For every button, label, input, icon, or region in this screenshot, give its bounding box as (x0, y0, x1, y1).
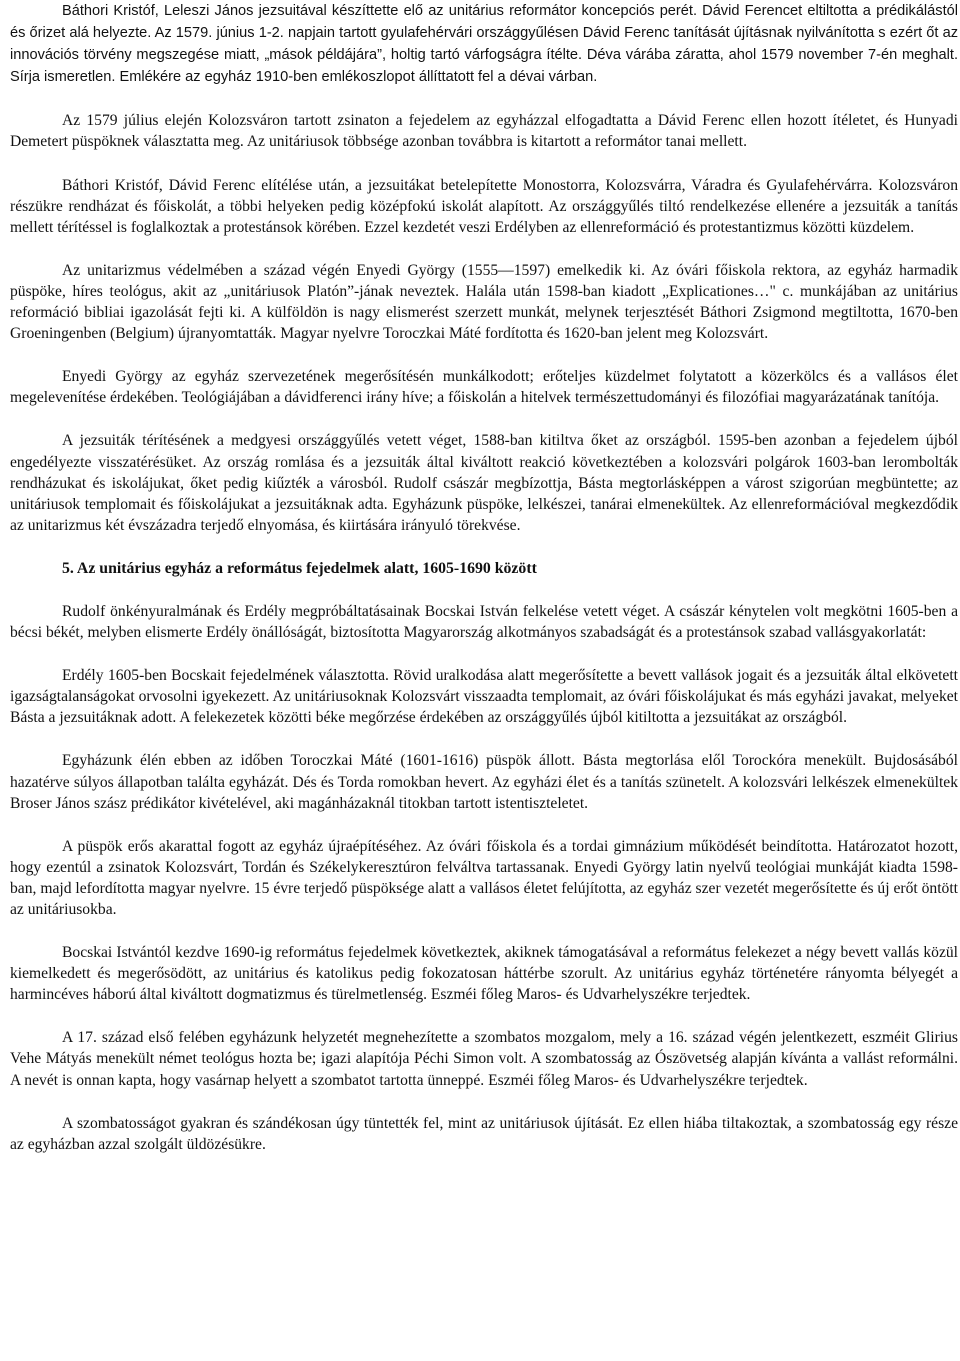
paragraph: Báthori Kristóf, Dávid Ferenc elítélése után, a jezsuitákat betelepítette Monostorra, Kolozsvárra, Váradra és Gyulafehérvárra. Kolozsváron részükre rendházat és főiskolát, a többi helyeken pedig középfokú iskolát alapított. Az országgyűlés tiltó rendelkezése ellenére a jezsuiták a tanítás mellett térítéssel is foglalkoztak a protestánsok körében. Ezzel kezdetét veszi Erdélyben az ellenreformáció és protestantizmus közötti küzdelem. (10, 176, 958, 236)
paragraph: Enyedi György az egyház szervezetének megerősítésén munkálkodott; erőteljes küzdelmet folytatott a közerkölcs és a vallásos élet megelevenítése érdekében. Teológiájában a dávidferenci irány híve; a főiskolán a hitelvek természettudományi és filozófiai magyarázatának tanítója. (10, 368, 958, 407)
section-heading: 5. Az unitárius egyház a református fejedelmek alatt, 1605-1690 között (62, 559, 537, 577)
paragraph: A 17. század első felében egyházunk helyzetét megnehezítette a szombatos mozgalom, mely a 16. század végén jelentkezett, eszméit Glirius Vehe Mátyás menekült német teológus hozta be; igazi alapítója Péchi Simon volt. A szombatosság az Ószövetség alapján kívánta a vallást reformálni. A nevét is onnan kapta, hogy vasárnap helyett a szombatot tartotta ünneppé. Eszméi főleg Maros- és Udvarhelyszékre terjedtek. (10, 1029, 958, 1089)
paragraph: A szombatosságot gyakran és szándékosan úgy tüntették fel, mint az unitáriusok újítását. Ez ellen hiába tiltakoztak, a szombatosság egy része az egyházban azzal szolgált üldözésükre. (10, 1114, 958, 1153)
paragraph: A püspök erős akarattal fogott az egyház újraépítéséhez. Az óvári főiskola és a tordai gimnázium működését beindította. Határozatot hozott, hogy ezentúl a zsinatok Kolozsvárt, Tordán és Székelykeresztúron felváltva tartassanak. Enyedi György latin nyelvű teológiai munkáját kiadta 1598-ban, majd lefordította magyar nyelvre. 15 évre terjedő püspöksége alatt a vallásos életet felújította, az egyház szer vezetét megerősítette és új erőt öntött az unitáriusokba. (10, 837, 958, 918)
paragraph-text: Báthori Kristóf, Leleszi János jezsuitával készíttette elő az unitárius reformátor koncepciós perét. Dávid Ferencet eltiltotta a prédikálástól és őrizet alá helyezte. Az 1579. június 1-2. napjain tartott gyulafehérvári országgyűlésen Dávid Ferenc tanítását újításnak nyilvánította s ezért őt az innovációs törvény megszegése miatt, „mások példájára”, holtig tartó várfogságra ítélte. Déva várába záratta, ahol 1579 november 7-én meghalt. Sírja ismeretlen. Emlékére az egyház 1910-ben emlékoszlopot állíttatott fel a dévai várban. (10, 3, 958, 86)
document-page (10, 0, 958, 1177)
paragraph: Erdély 1605-ben Bocskait fejedelmének választotta. Rövid uralkodása alatt megerősítette a bevett vallások jogait és a jezsuiták által elkövetett igazságtalanságokat orvosolni igyekezett. Az unitáriusoknak Kolozsvárt visszaadta templomait, az óvári főiskolájukat és más egyházi javakat, melyeket Básta a jezsuitáknak adott. A felekezetek közötti béke megőrzése érdekében az országgyűlés újból kitiltotta a jezsuitákat az országból. (10, 667, 958, 727)
paragraph: Bocskai Istvántól kezdve 1690-ig református fejedelmek következtek, akiknek támogatásával a református felekezet a négy bevett vallás közül kiemelkedett és megerősödött, az unitárius és katolikus pedig fokozatosan háttérbe szorult. Az unitárius egyház történetére rányomta bélyegét a harmincéves háború által kiváltott dogmatizmus és türelmetlenség. Eszméi főleg Maros- és Udvarhelyszékre terjedtek. (10, 944, 958, 1004)
paragraph: Rudolf önkényuralmának és Erdély megpróbáltatásainak Bocskai István felkelése vetett véget. A császár kénytelen volt megkötni 1605-ben a bécsi békét, melyben elismerte Erdély önállóságát, biztosította Magyarország alkotmányos szabadságát és a protestánsok szabad vallásgyakorlatát: (10, 602, 958, 642)
paragraph: Az 1579 július elején Kolozsváron tartott zsinaton a fejedelem az egyházzal elfogadtatta a Dávid Ferenc ellen hozott ítéletet, és Hunyadi Demetert püspöknek választatta meg. Az unitáriusok többsége azonban továbbra is kitartott a reformátor tanai mellett. (10, 112, 958, 151)
paragraph: Az unitarizmus védelmében a század végén Enyedi György (1555—1597) emelkedik ki. Az óvári főiskola rektora, az egyház harmadik püspöke, híres teológus, akit az „unitáriusok Platón”-jának neveztek. Halála után 1598-ban kiadott „Explicationes…" c. munkájában az unitárius reformáció bibliai igazolását fejti ki. A külföldön is nagy elismerést szerzett munkát, melynek terjesztését Báthori Zsigmond megtiltotta, 1670-ben Groeningenben (Belgium) újranyomtatták. Magyar nyelvre Toroczkai Máté fordította és 1620-ban jelent meg Kolozsvárt. (10, 261, 958, 343)
paragraph: Egyházunk élén ebben az időben Toroczkai Máté (1601-1616) püspök állott. Básta megtorlása elől Torockóra menekült. Bujdosásából hazatérve súlyos állapotban találta egyházát. Dés és Torda romokban hevert. Az egyházi élet és a tanítás szünetelt. A kolozsvári lelkészek elmenekültek Broser János szász prédikátor kivételével, aki magánházaknál titokban tartott istentiszteletet. (10, 752, 958, 812)
paragraph: A jezsuiták térítésének a medgyesi országgyűlés vetett véget, 1588-ban kitiltva őket az országból. 1595-ben azonban a fejedelem újból engedélyezte visszatérésüket. Az ország romlása és a jezsuiták által kiváltott reakció következtében a kolozsvári polgárok 1603-ban lerombolták rendházukat és iskolájukat, őket pedig kiűzték a városból. Rudolf császár megbízottja, Básta megtorlásképpen a várost szigorúan megbüntette; az unitáriusok templomait és főiskolájukat a jezsuitáknak adta. Egyházunk püspöke, lelkészei, tanárai elmenekültek. Az ellenreformációval megkezdődik az unitarizmus két évszázadra terjedő elnyomása, és kiirtására irányuló törekvése. (10, 432, 958, 534)
paragraph (10, 0, 958, 88)
